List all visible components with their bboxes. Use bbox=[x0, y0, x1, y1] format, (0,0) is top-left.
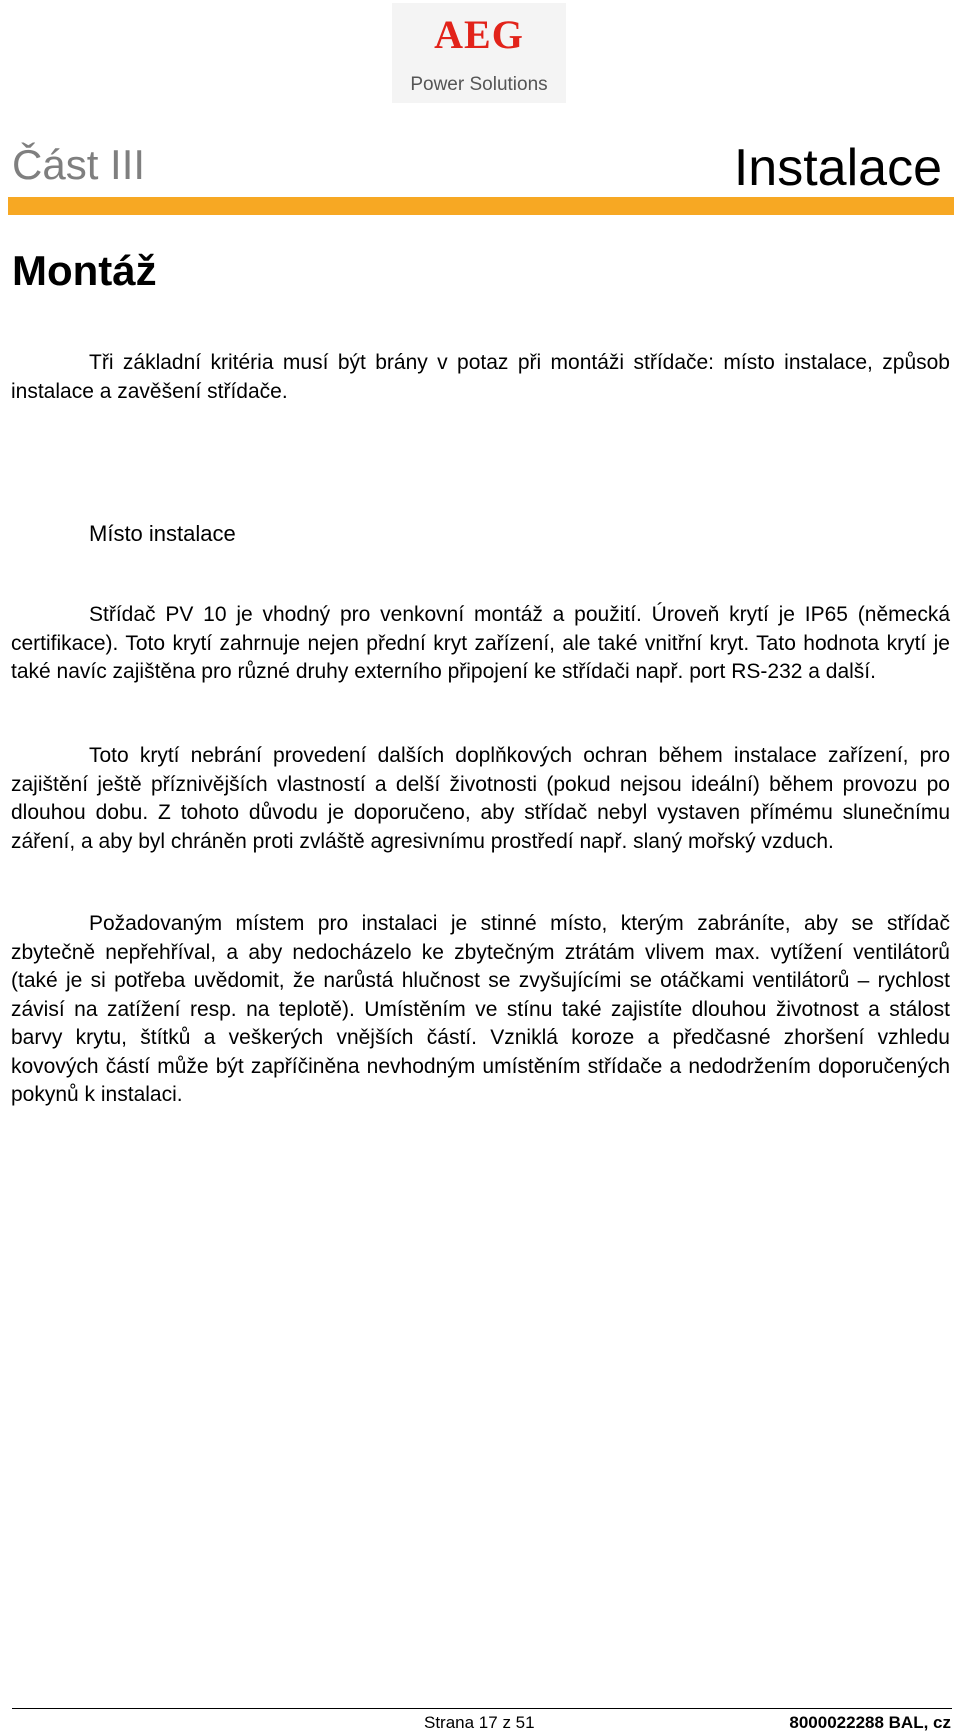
aeg-logo bbox=[392, 3, 566, 103]
footer-divider bbox=[12, 1708, 952, 1709]
paragraph-1: Střídač PV 10 je vhodný pro venkovní montáž a použití. Úroveň krytí je IP65 (německá certifikace). Toto krytí zahrnuje nejen přední kryt zařízení, ale také vnitřní kryt. Tato hodnota krytí je také navíc zajištěna pro různé druhy externího připojení ke střídači např. port RS-232 a další. bbox=[11, 603, 950, 683]
header-divider bbox=[8, 197, 954, 215]
intro-paragraph: Tři základní kritéria musí být brány v potaz při montáži střídače: místo instalace, způsob instalace a zavěšení střídače. bbox=[11, 351, 950, 403]
section-title: Montáž bbox=[12, 247, 157, 294]
logo-tagline: Power Solutions bbox=[410, 74, 548, 95]
logo-brand-text: AEG bbox=[434, 12, 524, 57]
paragraph-3: Požadovaným místem pro instalaci je stinné místo, kterým zabráníte, aby se střídač zbytečně nepřehříval, a aby nedocházelo ke zbytečným ztrátám vlivem max. vytížení ventilátorů (také je si potřeba uvědomit, že narůstá hlučnost se zvyšujícími se otáčkami ventilátorů – rychlost závisí na zatížení resp. na teplotě). Umístěním ve stínu také zajistíte dlouhou životnost a stálost barvy krytu, štítků a veškerých vnějších částí. Vzniklá koroze a předčasné zhoršení vzhledu kovových částí může být zapříčiněna nevhodným umístěním střídače a nedodržením doporučených pokynů k instalaci. bbox=[11, 912, 950, 1106]
paragraph-2: Toto krytí nebrání provedení dalších doplňkových ochran během instalace zařízení, pro zajištění ještě příznivějších vlastností a delší životnosti (pokud nejsou ideální) během provozu po dlouhou dobu. Z tohoto důvodu je doporučeno, aby střídač nebyl vystaven přímému slunečnímu záření, a aby byl chráněn proti zvláště agresivnímu prostředí např. slaný mořský vzduch. bbox=[11, 744, 950, 853]
part-label: Část III bbox=[12, 141, 146, 188]
subsection-title: Místo instalace bbox=[89, 521, 236, 546]
document-id: 8000022288 BAL, cz bbox=[789, 1713, 951, 1732]
page-number: Strana 17 z 51 bbox=[424, 1713, 535, 1732]
chapter-title: Instalace bbox=[733, 139, 942, 197]
